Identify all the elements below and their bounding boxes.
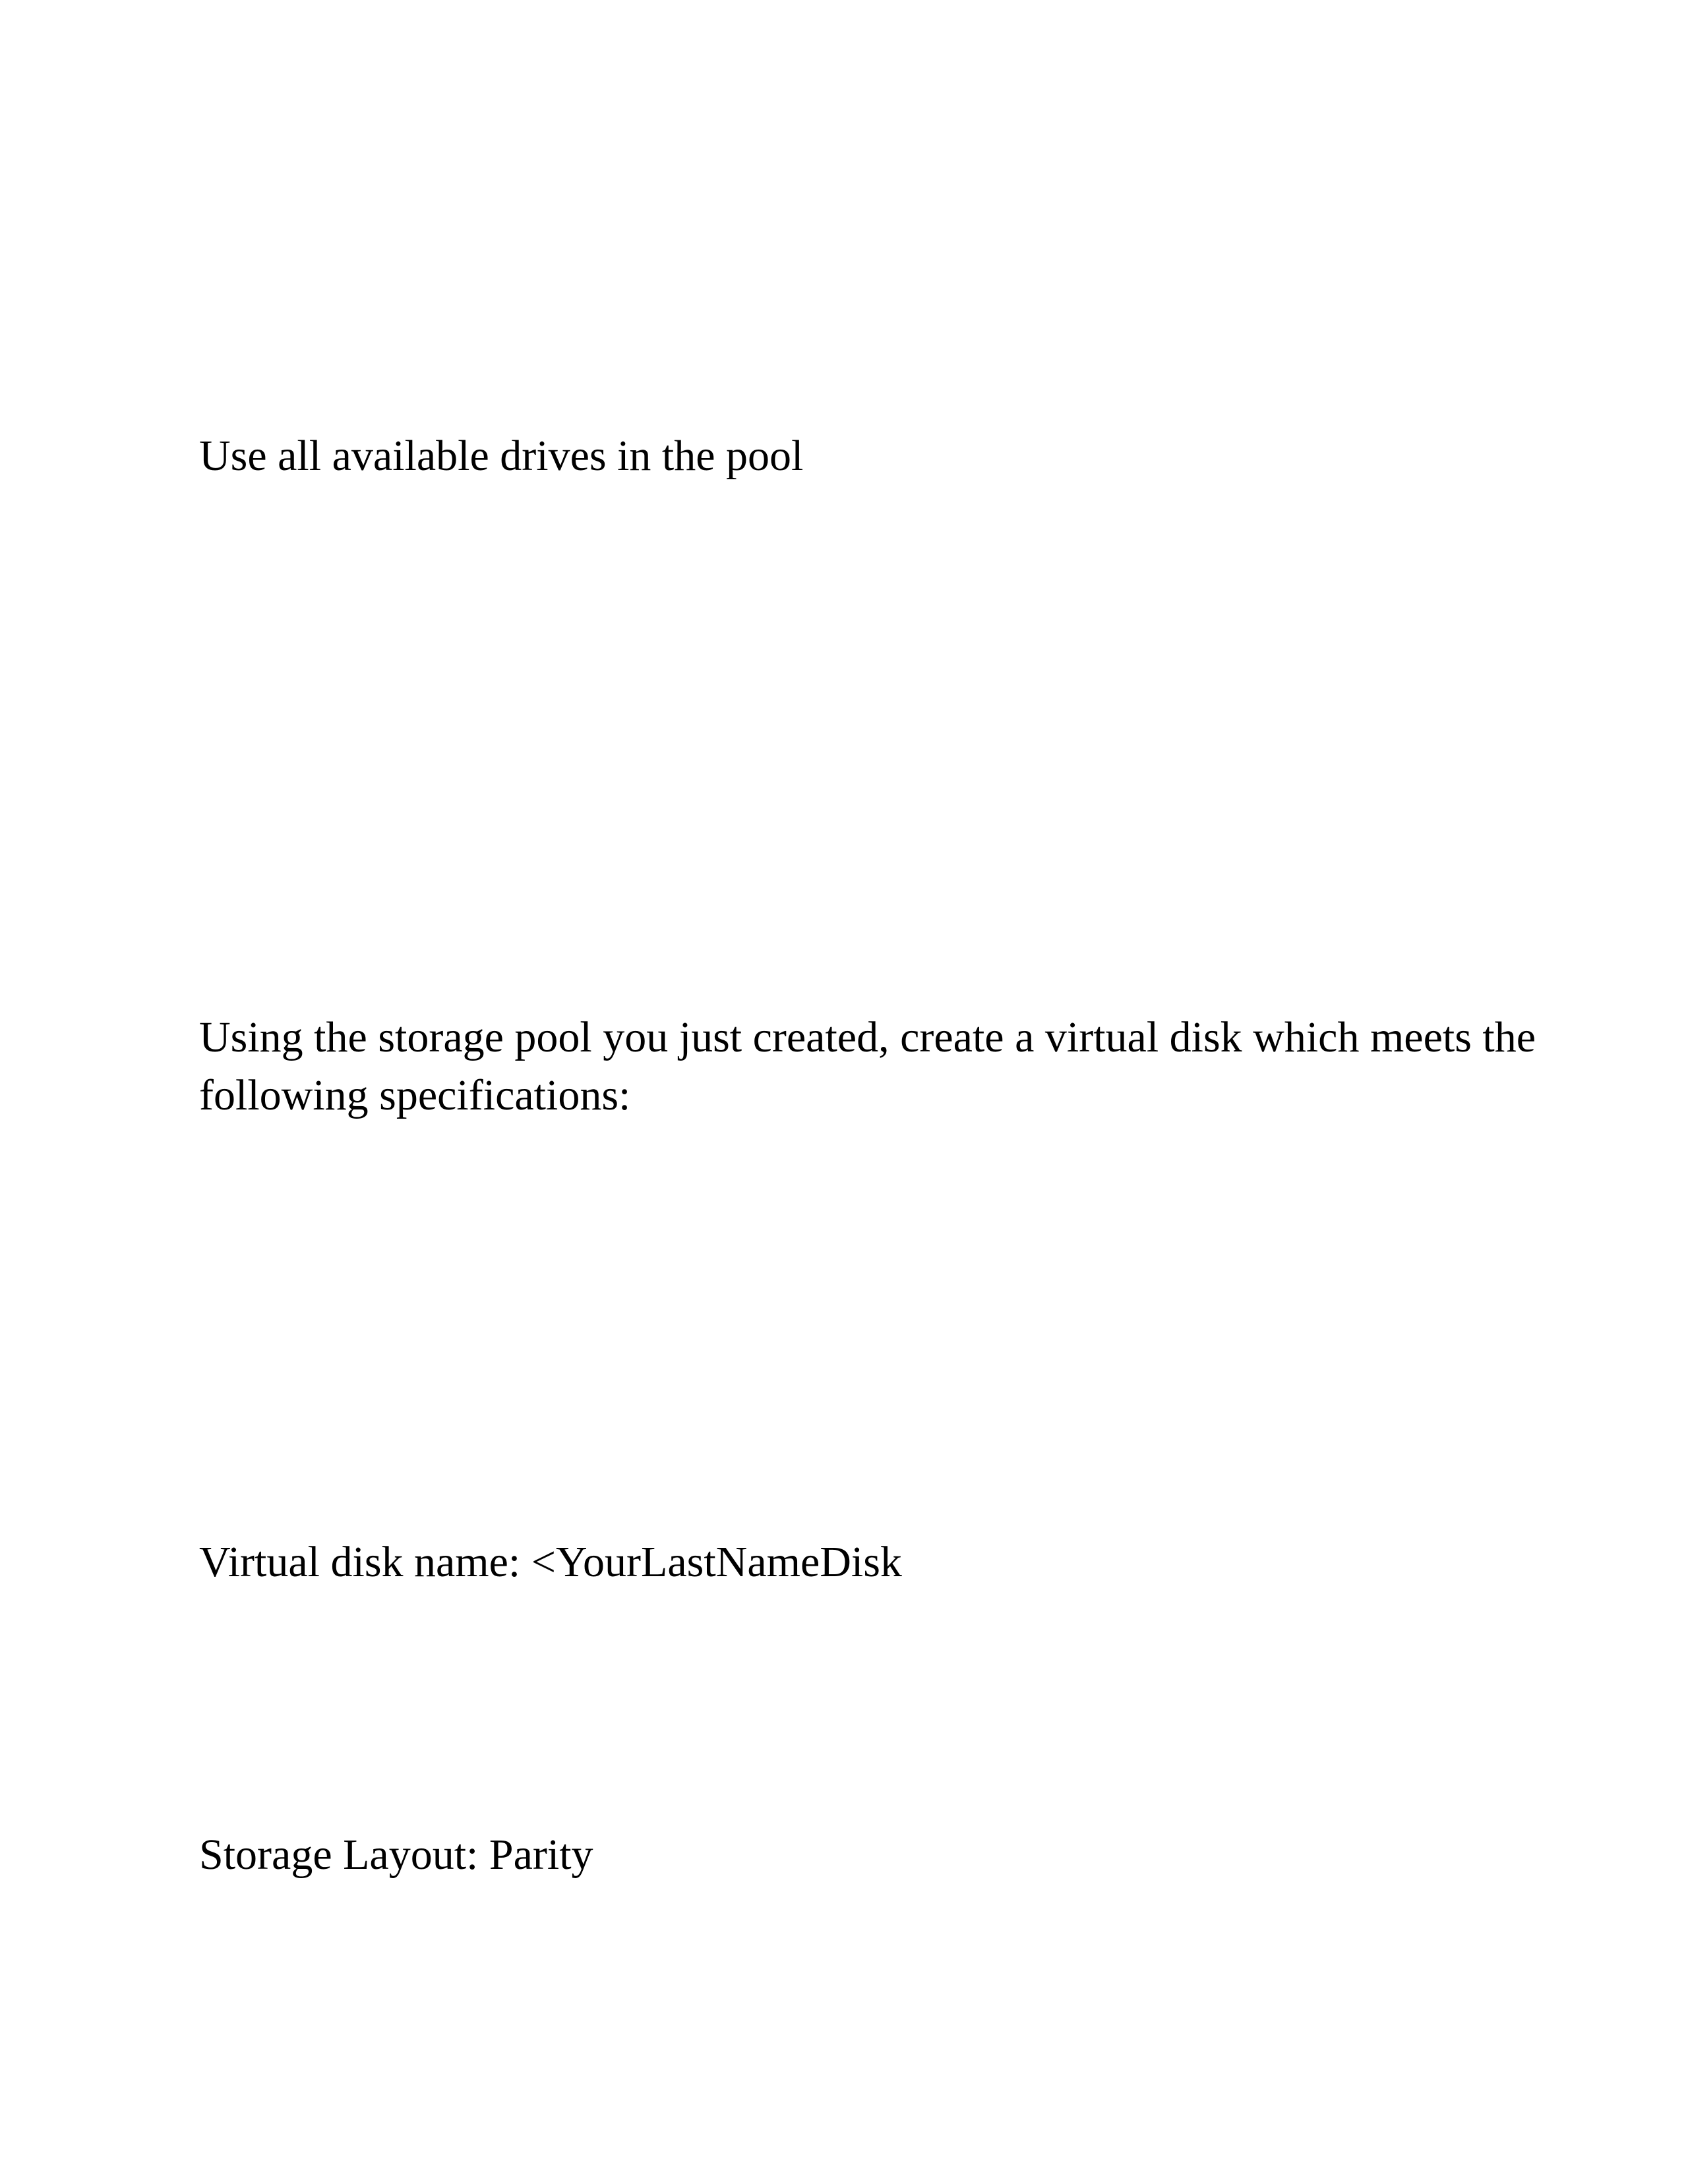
instruction-create-virtual-disk: Using the storage pool you just created, create a virtual disk which meets the following specifications: xyxy=(199,1013,1536,1119)
spec-storage-layout: Storage Layout: Parity xyxy=(199,1831,593,1879)
instruction-use-all-drives: Use all available drives in the pool xyxy=(199,432,804,480)
spec-virtual-disk-name: Virtual disk name: <YourLastNameDisk xyxy=(199,1538,902,1586)
